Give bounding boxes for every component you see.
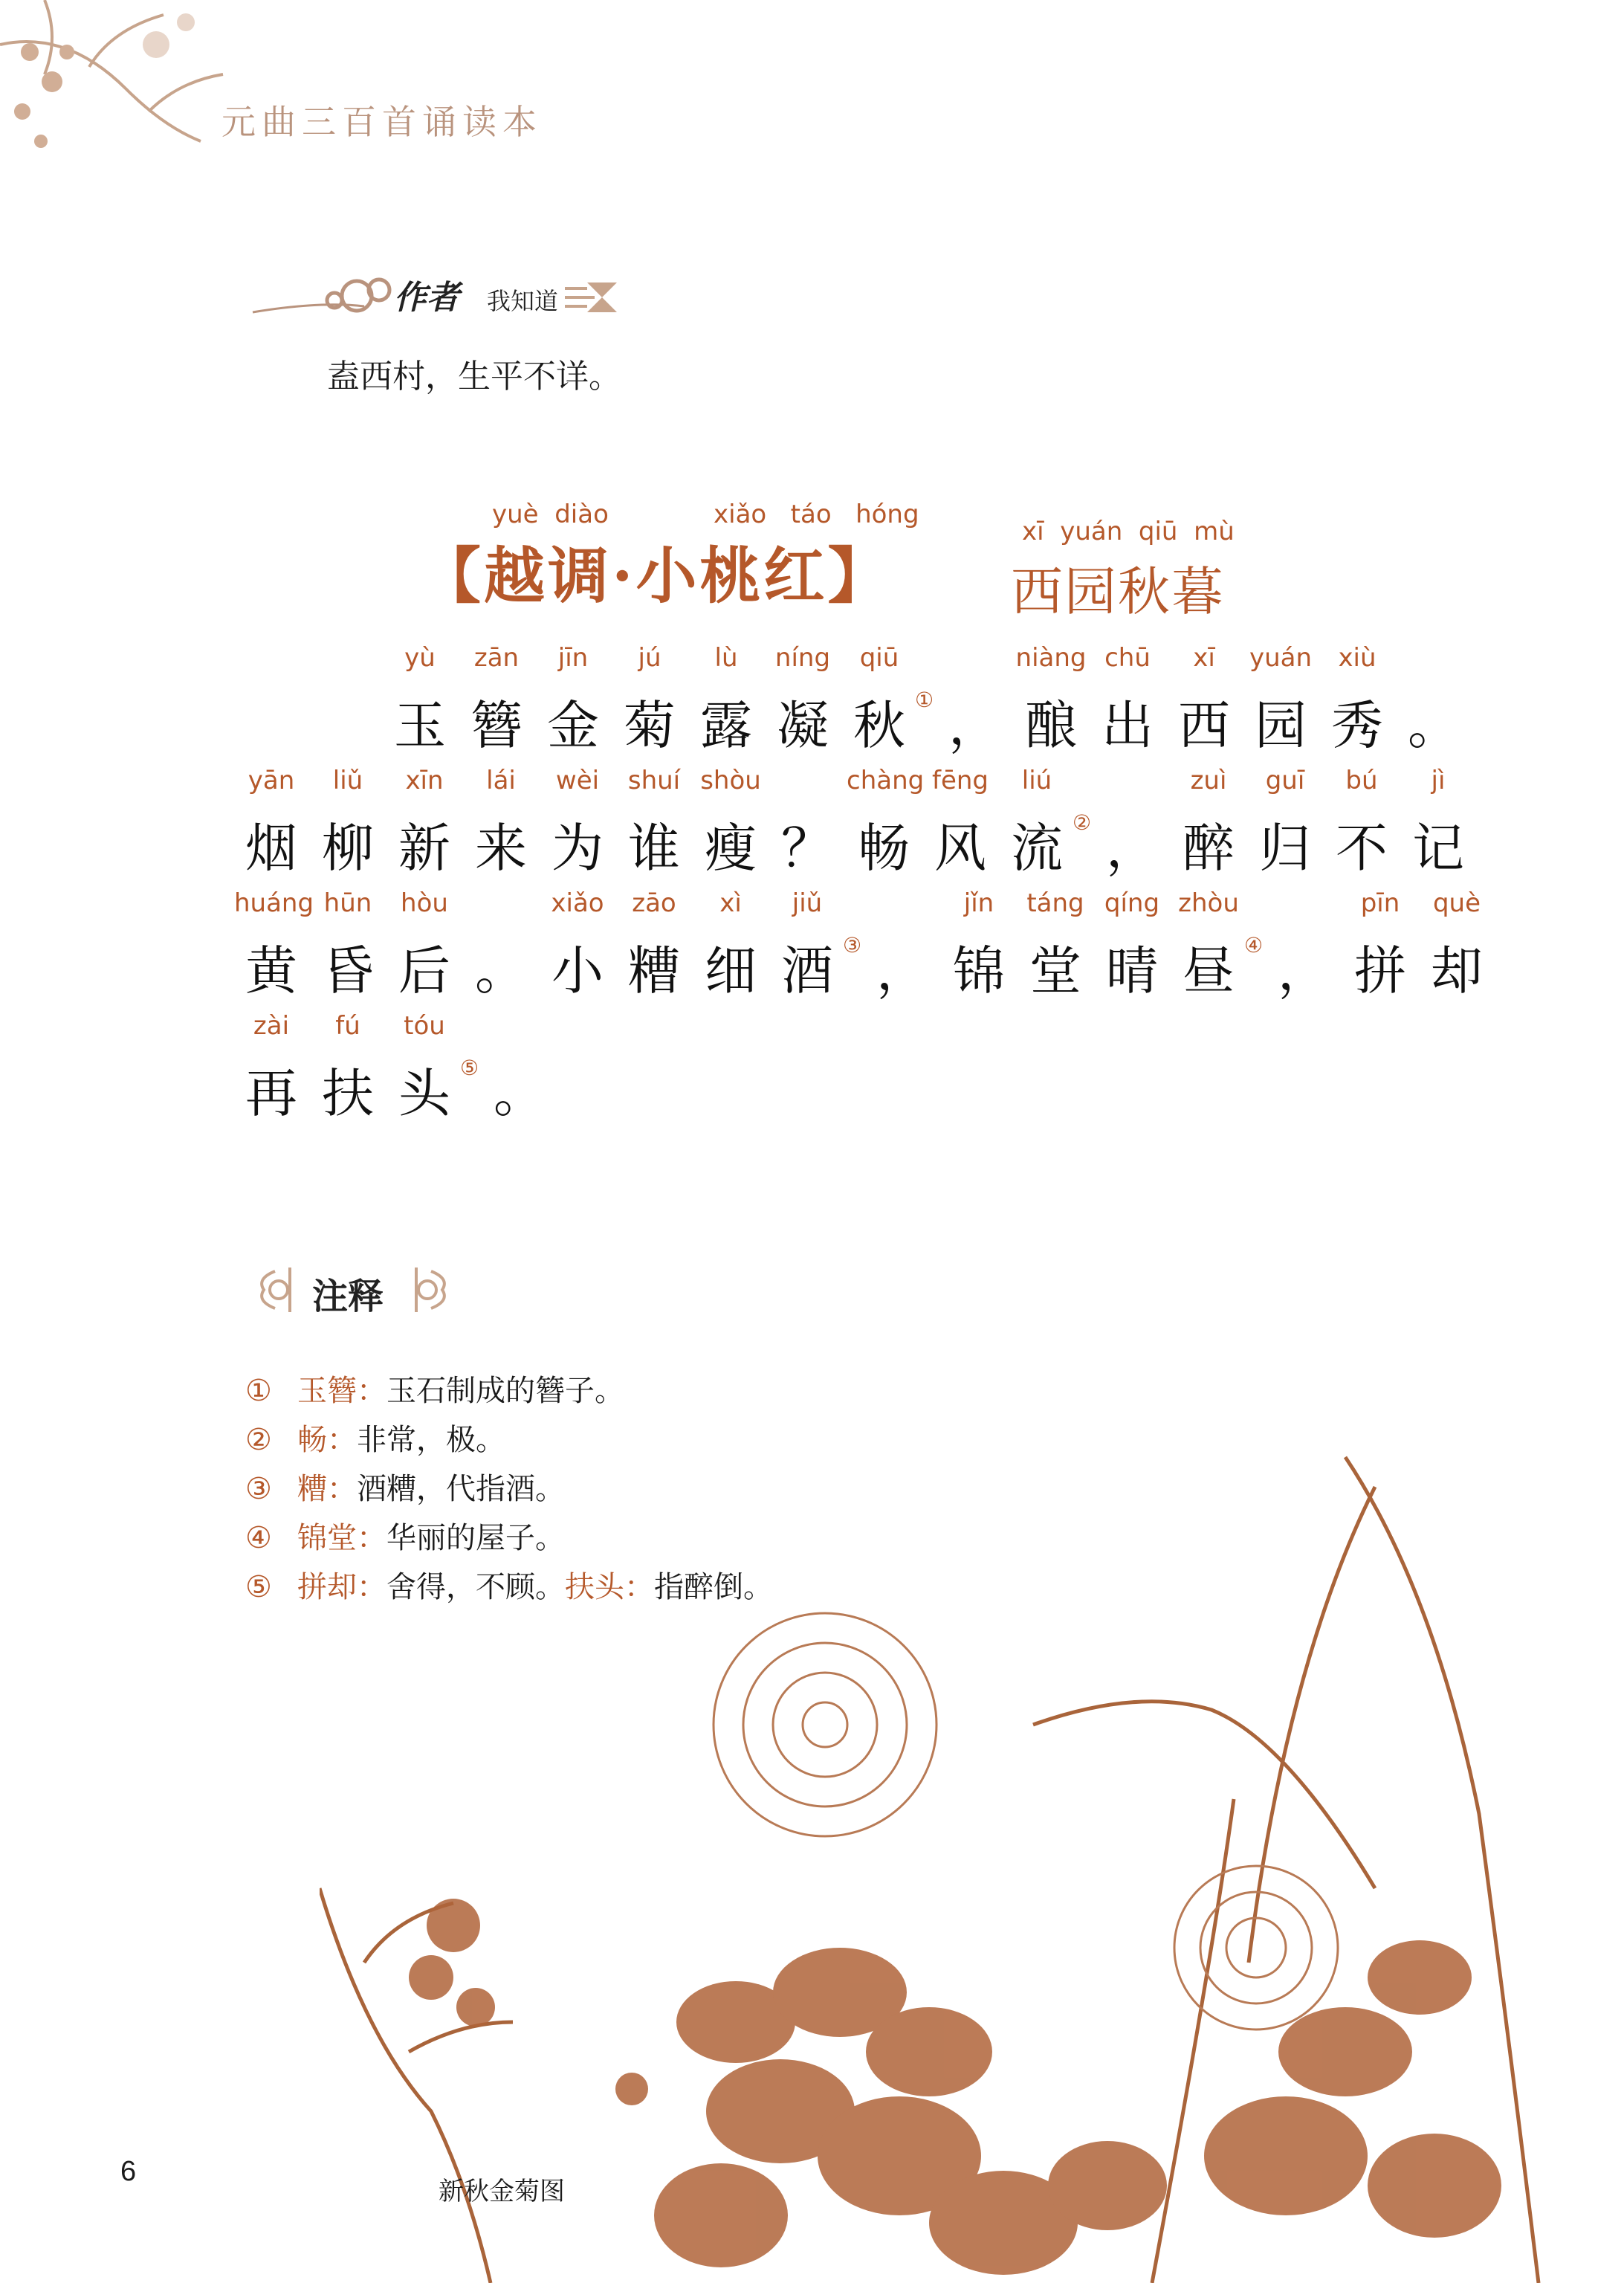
pinyin: shuí — [627, 766, 681, 795]
poem-character: 再 — [245, 1063, 297, 1124]
poem-character: 新 — [398, 818, 450, 879]
poem-character: 头 — [398, 1063, 450, 1124]
poem-character: 黄 — [245, 940, 297, 1001]
note-reference: ③ — [843, 933, 862, 958]
pinyin: jú — [638, 643, 661, 673]
poem-character: 风 — [934, 818, 986, 879]
poem-character: 露 — [700, 695, 752, 756]
pinyin: qiū — [859, 643, 899, 673]
poem-character: 瘦 — [705, 818, 757, 879]
pinyin: guī — [1265, 766, 1305, 795]
poem-character: 后 — [398, 940, 450, 1001]
poem-character: 糟 — [628, 940, 680, 1001]
pinyin: chàng — [847, 766, 925, 795]
pinyin: zhòu — [1178, 888, 1239, 918]
poem-character: 不 — [1336, 818, 1388, 879]
poem-character: 拼 — [1354, 940, 1406, 1001]
plum-branch-decoration-icon — [0, 0, 268, 171]
poem-character: 出 — [1101, 695, 1154, 756]
poem-character: 凝 — [777, 695, 829, 756]
title-pinyin-2: xiǎo táo hóng — [714, 500, 919, 529]
author-text: 盍西村，生平不详。 — [327, 358, 621, 395]
pinyin: què — [1432, 888, 1481, 918]
pinyin: lái — [486, 766, 516, 795]
poem-character: 簪 — [470, 695, 523, 756]
pinyin: jiǔ — [792, 888, 823, 918]
poem-character: 昏 — [322, 940, 374, 1001]
pinyin: xiù — [1338, 643, 1376, 673]
pinyin: zāo — [632, 888, 676, 918]
note-item: ③ 糟：酒糟，代指酒。 — [245, 1472, 565, 1506]
poem-character: 秀 — [1331, 695, 1383, 756]
title-pinyin-1: yuè diào — [492, 500, 609, 529]
pinyin: bú — [1345, 766, 1378, 795]
subtitle-pinyin: xī yuán qiū mù — [1022, 517, 1235, 546]
poem-character: 畅 — [858, 818, 910, 879]
punctuation: ， — [876, 940, 928, 1001]
punctuation: 。 — [475, 940, 527, 1001]
poem-character: 酒 — [781, 940, 833, 1001]
poem-character: 流 — [1011, 818, 1063, 879]
pinyin: jì — [1431, 766, 1446, 795]
page-number: 6 — [120, 2156, 137, 2187]
pinyin: yù — [404, 643, 436, 673]
note-item: ⑤ 拼却：舍得，不顾。扶头：指醉倒。 — [245, 1570, 773, 1604]
notes-heading-label: 注释 — [312, 1276, 384, 1317]
illustration-caption: 新秋金菊图 — [439, 2177, 565, 2206]
pinyin: qíng — [1104, 888, 1160, 918]
pinyin: pīn — [1360, 888, 1400, 918]
notes-heading — [245, 1260, 461, 1320]
poem-character: 却 — [1431, 940, 1483, 1001]
pinyin: xī — [1193, 643, 1215, 673]
pinyin: lù — [714, 643, 738, 673]
pinyin: shòu — [700, 766, 761, 795]
pinyin: yān — [248, 766, 295, 795]
poem-character: 来 — [475, 818, 527, 879]
punctuation: ， — [1278, 940, 1330, 1001]
pinyin: xì — [719, 888, 742, 918]
poem-title: 【越调·小桃红】 — [420, 540, 892, 612]
pinyin: jīn — [557, 643, 589, 673]
poem-character: 醉 — [1183, 818, 1235, 879]
pinyin: liǔ — [332, 766, 363, 795]
pinyin: zuì — [1190, 766, 1227, 795]
poem-character: 小 — [551, 940, 604, 1001]
note-reference: ① — [915, 688, 934, 712]
punctuation: ， — [948, 695, 1000, 756]
poem-character: 扶 — [322, 1063, 374, 1124]
note-item: ① 玉簪：玉石制成的簪子。 — [245, 1374, 624, 1408]
poem-character: 谁 — [628, 818, 680, 879]
author-heading-main: 作者 — [394, 279, 459, 317]
poem-character: 堂 — [1029, 940, 1081, 1001]
note-reference: ⑤ — [460, 1056, 479, 1080]
punctuation: 。 — [494, 1063, 546, 1124]
pinyin: fú — [335, 1011, 360, 1041]
note-reference: ② — [1073, 810, 1092, 835]
poem-character: 西 — [1178, 695, 1230, 756]
poem-character: 酿 — [1025, 695, 1077, 756]
note-reference: ④ — [1244, 933, 1264, 958]
pinyin: xīn — [405, 766, 444, 795]
poem-subtitle: 西园秋暮 — [1011, 561, 1225, 622]
poem-character: 归 — [1259, 818, 1311, 879]
note-item: ④ 锦堂：华丽的屋子。 — [245, 1521, 565, 1555]
poem-character: 柳 — [322, 818, 374, 879]
pinyin: xiǎo — [551, 888, 604, 918]
pinyin: hòu — [401, 888, 448, 918]
punctuation: ？ — [781, 818, 833, 879]
poem-character: 细 — [705, 940, 757, 1001]
pinyin: zài — [253, 1011, 290, 1041]
poem-character: 晴 — [1106, 940, 1158, 1001]
pinyin: liú — [1021, 766, 1052, 795]
poem-character: 园 — [1255, 695, 1307, 756]
poem-character: 昼 — [1183, 940, 1235, 1001]
pinyin: tóu — [404, 1011, 445, 1041]
poem-character: 锦 — [953, 940, 1005, 1001]
pinyin: zān — [473, 643, 520, 673]
punctuation: 。 — [1408, 695, 1460, 756]
poem-character: 烟 — [245, 818, 297, 879]
chrysanthemum-illustration — [320, 1442, 1624, 2283]
pinyin: yuán — [1249, 643, 1313, 673]
poem-character: 金 — [547, 695, 599, 756]
poem-character: 记 — [1412, 818, 1464, 879]
poem-character: 为 — [551, 818, 604, 879]
pinyin: jǐn — [963, 888, 994, 918]
pinyin: hūn — [323, 888, 372, 918]
author-heading-sub: 我知道 — [487, 287, 559, 315]
poem-character: 玉 — [394, 695, 446, 756]
pinyin: fēng — [931, 766, 989, 795]
poem-character: 秋 — [853, 695, 905, 756]
punctuation: ， — [1106, 818, 1158, 879]
note-item: ② 畅：非常，极。 — [245, 1423, 505, 1457]
pinyin: chū — [1104, 643, 1151, 673]
pinyin: niàng — [1015, 643, 1087, 673]
pinyin: níng — [774, 643, 831, 673]
pinyin: huáng — [234, 888, 314, 918]
pinyin: táng — [1026, 888, 1084, 918]
poem-character: 菊 — [624, 695, 676, 756]
pinyin: wèi — [555, 766, 600, 795]
book-title: 元曲三百首诵读本 — [221, 102, 543, 142]
author-section-heading — [245, 268, 632, 327]
